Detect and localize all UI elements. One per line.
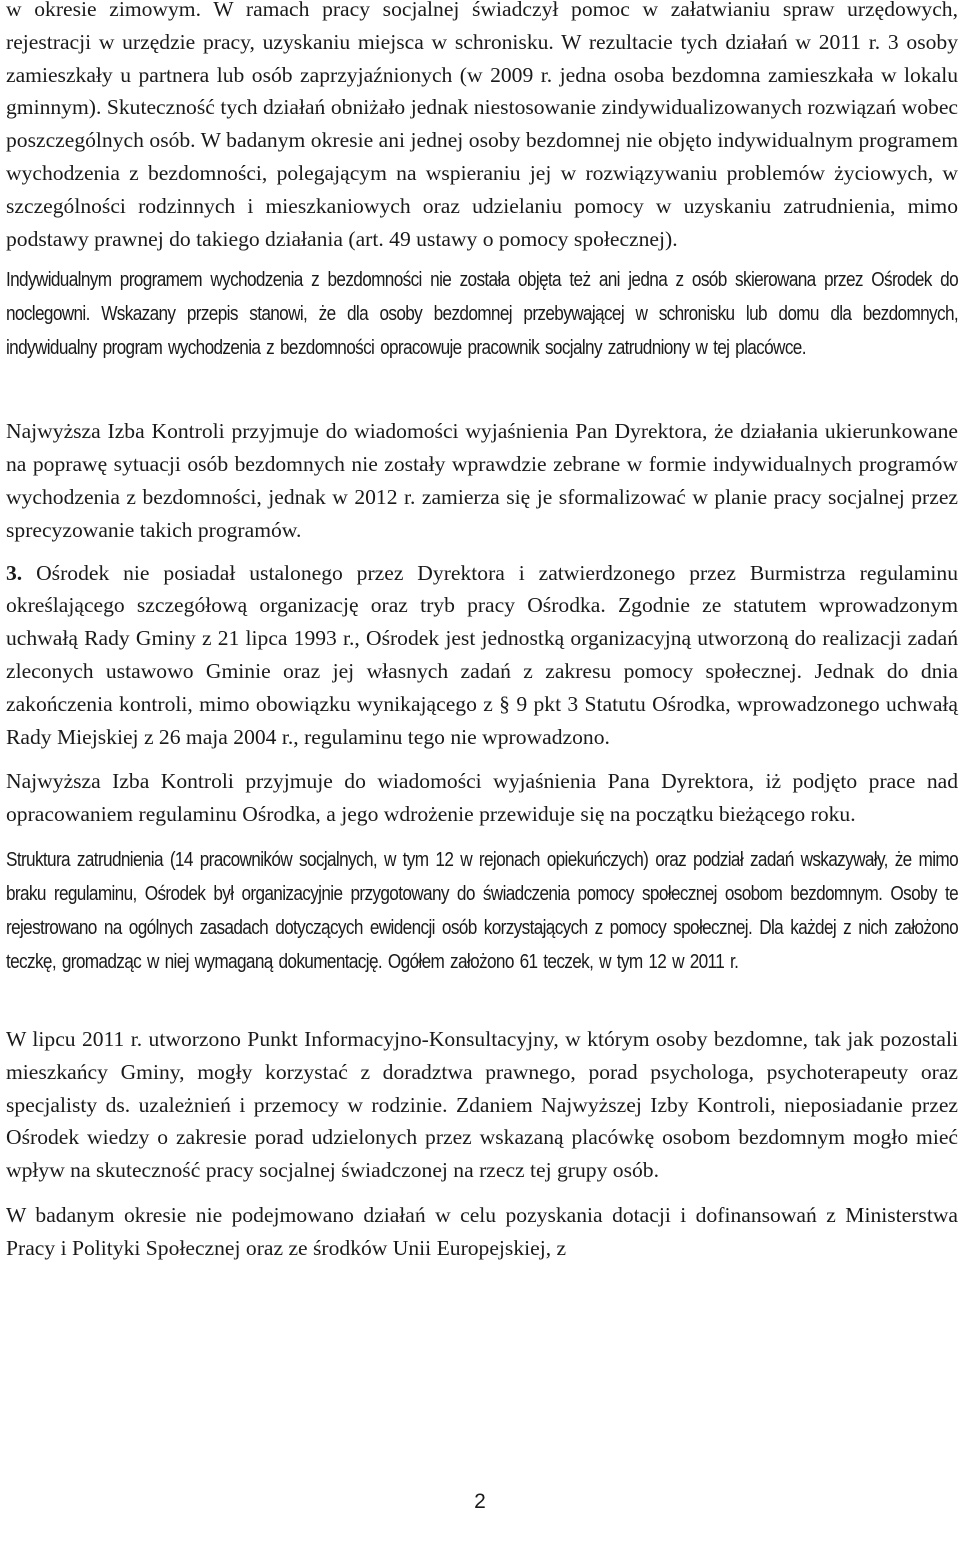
paragraph-employment-structure: Struktura zatrudnienia (14 pracowników socjalnych, w tym 12 w rejonach opiekuńczych) oraz podział zadań wskazywały, że mimo braku regulaminu, Ośrodek był organizacyjnie przygotowany do świadczenia pomocy społecznej osobom bezdomnym. Osoby te rejestrowano na ogólnych zasadach dotyczących ewidencji osób korzystających z pomocy społecznej. Dla każdej z nich założono teczkę, gromadząc w niej wymaganą dokumentację. Ogółem założono 61 teczek, w tym 12 w 2011 r. — [6, 848, 958, 973]
paragraph-nik-explanation-2: Najwyższa Izba Kontroli przyjmuje do wiadomości wyjaśnienia Pana Dyrektora, iż podjęto prace nad opracowaniem regulaminu Ośrodka, a jego wdrożenie przewiduje się na początku bieżącego roku. — [6, 769, 958, 827]
page-number: 2 — [474, 1490, 486, 1513]
section-number: 3. — [6, 560, 23, 585]
paragraph-regulations-text: Ośrodek nie posiadał ustalonego przez Dyrektora i zatwierdzonego przez Burmistrza regulaminu określającego szczegółową organizację oraz tryb pracy Ośrodka. Zgodnie ze statutem wprowadzonym uchwałą Rady Gminy z 21 lipca 1993 r., Ośrodek jest jednostką organizacyjną utworzoną do realizacji zadań zleconych ustawowo Gminie oraz jej własnych zadań z zakresu pomocy społecznej. Jednak do dnia zakończenia kontroli, mimo obowiązku wynikającego z § 9 pkt 3 Statutu Ośrodka, wprowadzonego uchwałą Rady Miejskiej z 26 maja 2004 r., regulaminu tego nie wprowadzono. — [6, 560, 958, 749]
paragraph-homeless-support: w okresie zimowym. W ramach pracy socjalnej świadczył pomoc w załatwianiu spraw urzędowych, rejestracji w urzędzie pracy, uzyskaniu miejsca w schronisku. W rezultacie tych działań w 2011 r. 3 osoby zamieszkały u partnera lub osób zaprzyjaźnionych (w 2009 r. jedna osoba bezdomna zamieszkała w lokalu gminnym). Skuteczność tych działań obniżało jednak niestosowanie zindywidualizowanych rozwiązań wobec poszczególnych osób. W badanym okresie ani jednej osoby bezdomnej nie objęto indywidualnym programem wychodzenia z bezdomności, polegającym na wspieraniu jej w rozwiązywaniu problemów życiowych, w szczególności rodzinnych i mieszkaniowych oraz udzielaniu pomocy w uzyskaniu zatrudnienia, mimo podstawy prawnej do takiego działania (art. 49 ustawy o pomocy społecznej). — [6, 0, 958, 251]
paragraph-individual-program-block — [6, 263, 958, 401]
paragraph-consultation-point: W lipcu 2011 r. utworzono Punkt Informacyjno-Konsultacyjny, w którym osoby bezdomne, tak jak pozostali mieszkańcy Gminy, mogły korzystać z doradztwa prawnego, porad psychologa, psychoterapeuty oraz specjalisty ds. uzależnień i przemocy w rodzinie. Zdaniem Najwyższej Izby Kontroli, nieposiadanie przez Ośrodek wiedzy o zakresie porad udzielonych przez wskazaną placówkę osobom bezdomnym mogło mieć wpływ na skuteczność pracy socjalnej świadczonej na rzecz tej grupy osób. — [6, 1026, 958, 1183]
paragraph-funding: W badanym okresie nie podejmowano działań w celu pozyskania dotacji i dofinansowań z Ministerstwa Pracy i Polityki Społecznej oraz ze środków Unii Europejskiej, z — [6, 1202, 958, 1260]
paragraph-nik-explanation-1: Najwyższa Izba Kontroli przyjmuje do wiadomości wyjaśnienia Pan Dyrektora, że działania ukierunkowane na poprawę sytuacji osób bezdomnych nie zostały wprawdzie zebrane w formie indywidualnych programów wychodzenia z bezdomności, jednak w 2012 r. zamierza się je sformalizować w planie pracy socjalnej przez sprecyzowanie takich programów. — [6, 419, 958, 542]
paragraph-regulations — [6, 557, 958, 754]
paragraph-individual-program: Indywidualnym programem wychodzenia z bezdomności nie została objęta też ani jedna z osób skierowana przez Ośrodek do noclegowni. Wskazany przepis stanowi, że dla osoby bezdomnej przebywającej w schronisku lub domu dla bezdomnych, indywidualny program wychodzenia z bezdomności opracowuje pracownik socjalny zatrudniony w tej placówce. — [6, 269, 958, 360]
document-page — [6, 0, 958, 1265]
paragraph-employment-structure-block — [6, 843, 958, 1015]
